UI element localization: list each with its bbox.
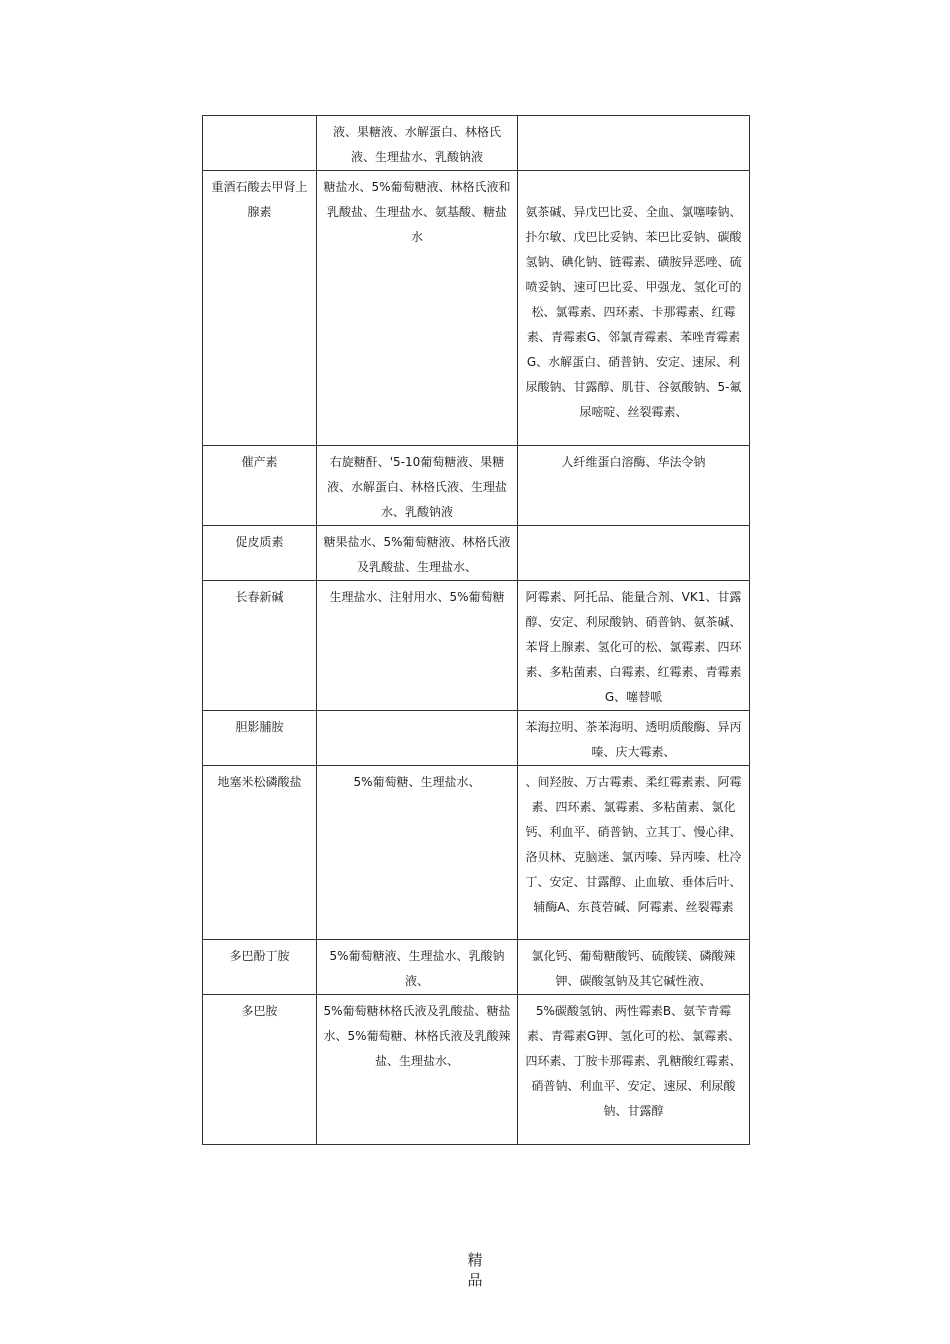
table-row: [203, 446, 750, 526]
table-row: [203, 995, 750, 1145]
drug-name-cell: 多巴酚丁胺: [203, 940, 317, 995]
compatible-solutions-cell: 糖果盐水、5%葡萄糖液、林格氏液及乳酸盐、生理盐水、: [317, 526, 518, 581]
drug-name-cell: [203, 116, 317, 171]
table-row: [203, 711, 750, 766]
footer-line-2: 品: [467, 1271, 483, 1289]
compatible-solutions-cell: 糖盐水、5%葡萄糖液、林格氏液和乳酸盐、生理盐水、氨基酸、糖盐水: [317, 171, 518, 446]
compatible-solutions-cell: 5%葡萄糖液、生理盐水、乳酸钠液、: [317, 940, 518, 995]
drug-name-cell: 长春新碱: [203, 581, 317, 711]
drug-name-cell: 胆影脯胺: [203, 711, 317, 766]
compatible-solutions-cell: 5%葡萄糖林格氏液及乳酸盐、糖盐水、5%葡萄糖、林格氏液及乳酸辣盐、生理盐水、: [317, 995, 518, 1145]
compatible-solutions-cell: [317, 711, 518, 766]
table-row: [203, 940, 750, 995]
table-row: [203, 766, 750, 940]
table-row: [203, 171, 750, 446]
drug-name-cell: 催产素: [203, 446, 317, 526]
compatible-solutions-cell: 生理盐水、注射用水、5%葡萄糖: [317, 581, 518, 711]
compatible-solutions-cell: 液、果糖液、水解蛋白、林格氏液、生理盐水、乳酸钠液: [317, 116, 518, 171]
incompatible-drugs-cell: 氨茶碱、异戊巴比妥、全血、氯噻嗪钠、扑尔敏、戊巴比妥钠、苯巴比妥钠、碳酸氢钠、碘化钠、链霉素、磺胺异恶唑、硫喷妥钠、速可巴比妥、甲强龙、氢化可的松、氯霉素、四环素、卡那霉素、红霉素、青霉素G、邻氯青霉素、苯唑青霉素G、水解蛋白、硝普钠、安定、速尿、利尿酸钠、甘露醇、肌苷、谷氨酸钠、5-氟尿嘧啶、丝裂霉素、: [518, 171, 750, 446]
compatible-solutions-cell: 5%葡萄糖、生理盐水、: [317, 766, 518, 940]
compatibility-table: [202, 115, 750, 1145]
incompatible-drugs-cell: 阿霉素、阿托品、能量合剂、VK1、甘露醇、安定、利尿酸钠、硝普钠、氨茶碱、苯肾上腺素、氢化可的松、氯霉素、四环素、多粘菌素、白霉素、红霉素、青霉素G、噻替哌: [518, 581, 750, 711]
drug-name-cell: 重酒石酸去甲肾上腺素: [203, 171, 317, 446]
incompatible-drugs-cell: [518, 116, 750, 171]
page-footer: [0, 1250, 950, 1290]
incompatible-drugs-cell: 氯化钙、葡萄糖酸钙、硫酸镁、磷酸辣钾、碳酸氢钠及其它碱性液、: [518, 940, 750, 995]
compatible-solutions-cell: 右旋糖酐、'5-10葡萄糖液、果糖液、水解蛋白、林格氏液、生理盐水、乳酸钠液: [317, 446, 518, 526]
drug-name-cell: 促皮质素: [203, 526, 317, 581]
drug-name-cell: 多巴胺: [203, 995, 317, 1145]
incompatible-drugs-cell: 5%碳酸氢钠、两性霉素B、氨苄青霉素、青霉素G钾、氢化可的松、氯霉素、四环素、丁胺卡那霉素、乳糖酸红霉素、硝普钠、利血平、安定、速尿、利尿酸钠、甘露醇: [518, 995, 750, 1145]
incompatible-drugs-cell: 、间羟胺、万古霉素、柔红霉素素、阿霉素、四环素、氯霉素、多粘菌素、氯化钙、利血平、硝普钠、立其丁、慢心律、洛贝林、克脑迷、氯丙嗪、异丙嗪、杜冷丁、安定、甘露醇、止血敏、垂体后叶、辅酶A、东莨菪碱、阿霉素、丝裂霉素: [518, 766, 750, 940]
incompatible-drugs-cell: 苯海拉明、茶苯海明、透明质酸酶、异丙嗪、庆大霉素、: [518, 711, 750, 766]
table-row: [203, 526, 750, 581]
table-row: [203, 581, 750, 711]
footer-line-1: 精: [467, 1251, 483, 1269]
table-row: [203, 116, 750, 171]
drug-name-cell: 地塞米松磷酸盐: [203, 766, 317, 940]
incompatible-drugs-cell: [518, 526, 750, 581]
incompatible-drugs-cell: 人纤维蛋白溶酶、华法令钠: [518, 446, 750, 526]
